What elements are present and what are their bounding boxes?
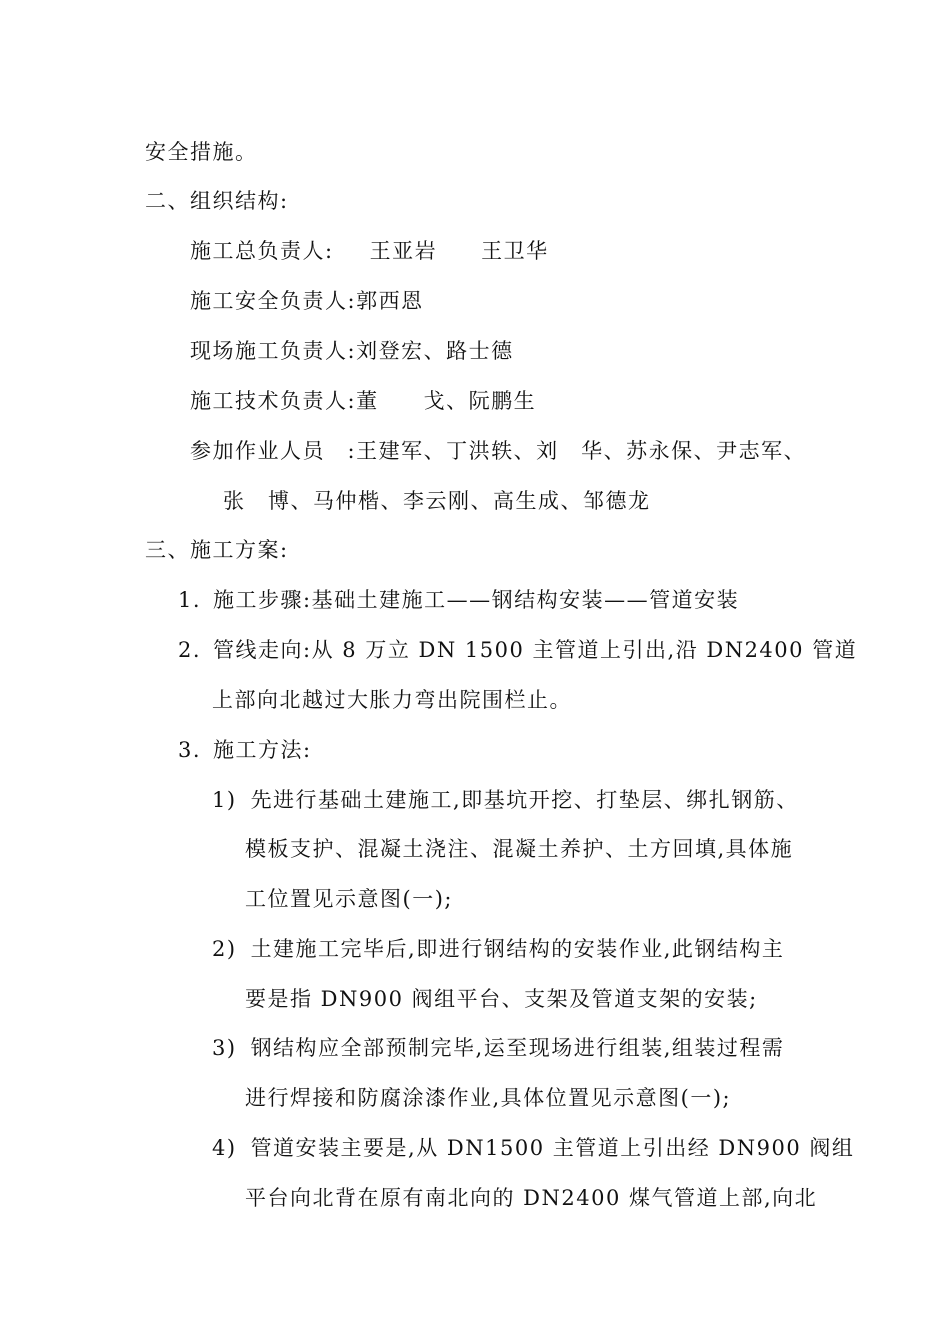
org-row-technical-manager [190,386,536,416]
method-text: 钢结构应全部预制完毕,运至现场进行组装,组装过程需 [250,1036,785,1060]
org-label: 施工技术负责人: [190,389,357,413]
org-label: 施工总负责人: [190,239,334,263]
item-number: 1. [178,588,202,612]
org-person: 王亚岩 [369,239,438,263]
section-heading-organization: 二、组织结构: [145,189,289,213]
method-item-3-line-2: 进行焊接和防腐涂漆作业,具体位置见示意图(一); [245,1086,732,1110]
org-value: 郭西恩 [356,289,424,313]
method-number: 2) [212,937,237,961]
plan-item-2-continued: 上部向北越过大胀力弯出院围栏止。 [212,688,572,712]
org-person: 王卫华 [481,239,549,263]
method-item-1 [212,785,799,815]
plan-item-3 [178,735,312,765]
item-text: 管线走向:从 8 万立 DN 1500 主管道上引出,沿 DN2400 管道 [213,638,858,662]
plan-item-2 [178,635,857,665]
org-label: 现场施工负责人: [190,339,357,363]
item-number: 2. [178,638,202,662]
method-number: 3) [212,1036,237,1060]
org-label: 施工安全负责人: [190,289,357,313]
org-row-participants [190,436,806,466]
method-item-2 [212,934,784,964]
org-row-general-manager [190,236,549,266]
org-row-safety-manager [190,286,424,316]
method-item-1-line-2: 模板支护、混凝土浇注、混凝土养护、土方回填,具体施 [245,837,794,861]
item-text: 施工方法: [213,738,312,762]
item-number: 3. [178,738,202,762]
method-item-2-line-2: 要是指 DN900 阀组平台、支架及管道支架的安装; [245,987,758,1011]
plan-item-1 [178,585,739,615]
method-item-4 [212,1133,854,1163]
org-value: 王建军、丁洪轶、刘 华、苏永保、尹志军、 [356,439,807,463]
method-item-3 [212,1033,784,1063]
method-text: 土建施工完毕后,即进行钢结构的安装作业,此钢结构主 [250,937,785,961]
method-item-4-line-2: 平台向北背在原有南北向的 DN2400 煤气管道上部,向北 [245,1186,818,1210]
method-number: 4) [212,1136,237,1160]
org-row-site-manager [190,336,514,366]
item-text: 施工步骤:基础土建施工——钢结构安装——管道安装 [213,588,740,612]
method-number: 1) [212,788,237,812]
method-text: 管道安装主要是,从 DN1500 主管道上引出经 DN900 阀组 [250,1136,855,1160]
org-row-participants-continued: 张 博、马仲楷、李云刚、高生成、邹德龙 [223,489,651,513]
continued-paragraph: 安全措施。 [145,140,258,164]
section-heading-plan: 三、施工方案: [145,538,289,562]
method-text: 先进行基础土建施工,即基坑开挖、打垫层、绑扎钢筋、 [250,788,799,812]
org-label: 参加作业人员 : [190,439,357,463]
org-value: 刘登宏、路士德 [356,339,514,363]
org-value: 董 戈、阮鹏生 [356,389,537,413]
method-item-1-line-3: 工位置见示意图(一); [245,887,453,911]
